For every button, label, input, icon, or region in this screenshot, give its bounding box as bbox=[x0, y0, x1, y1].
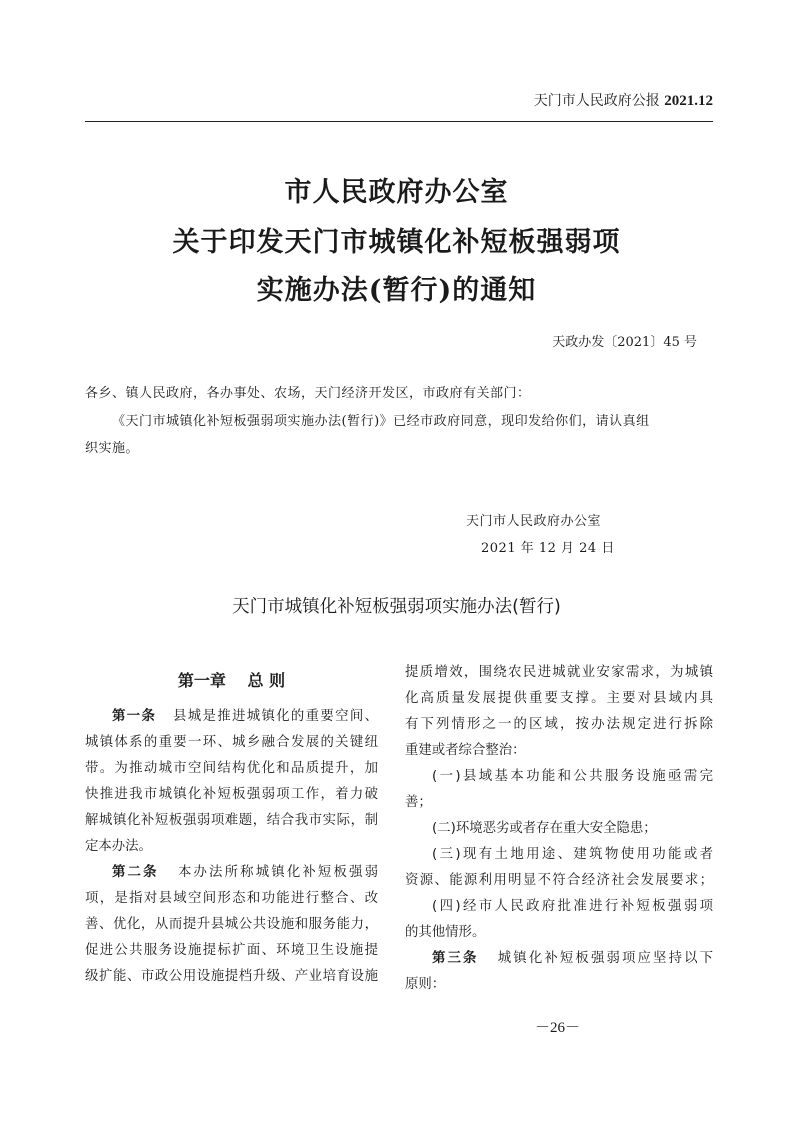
notice-body-line-1: 《天门市城镇化补短板强弱项实施办法(暂行)》已经市政府同意，现印发给你们，请认真组 bbox=[112, 414, 650, 429]
document-number: 天政办发〔2021〕45 号 bbox=[552, 335, 697, 350]
right-column bbox=[405, 660, 713, 998]
measures-title: 天门市城镇化补短板强弱项实施办法(暂行) bbox=[232, 597, 561, 617]
item-2-line: (二)环境恶劣或者存在重大安全隐患； bbox=[432, 821, 657, 836]
chapter-heading: 第一章 总 则 bbox=[177, 671, 286, 690]
article-2-line: 重建或者综合整治： bbox=[405, 743, 526, 758]
notice-title-line-2: 关于印发天门市城镇化补短板强弱项 bbox=[172, 227, 621, 258]
article-2-line: 提质增效，围绕农民进城就业安家需求，为城镇 bbox=[405, 665, 713, 680]
article-1-line: 快推进我市城镇化补短板强弱项工作，着力破 bbox=[85, 787, 378, 802]
article-1-line: 城镇体系的重要一环、城乡融合发展的关键纽 bbox=[85, 735, 378, 750]
item-4-line: (四)经市人民政府批准进行补短板强弱项 bbox=[432, 899, 713, 914]
article-1-label: 第一条 bbox=[112, 709, 157, 724]
recipients: 各乡、镇人民政府，各办事处、农场，天门经济开发区，市政府有关部门： bbox=[85, 386, 531, 401]
article-2-line: 善、优化，从而提升县城公共设施和服务能力， bbox=[85, 917, 378, 932]
article-2-line: 有下列情形之一的区域，按办法规定进行拆除 bbox=[405, 717, 713, 732]
item-3-line: 资源、能源利用明显不符合经济社会发展要求； bbox=[405, 873, 713, 888]
item-1-line: 善； bbox=[405, 795, 432, 810]
article-2-line: 级扩能、市政公用设施提档升级、产业培育设施 bbox=[85, 969, 378, 984]
article-3-label: 第三条 bbox=[432, 951, 479, 966]
publication-name: 天门市人民政府公报 bbox=[533, 93, 660, 109]
article-1-line: 带。为推动城市空间结构优化和品质提升，加 bbox=[85, 761, 378, 776]
item-1-line: (一)县域基本功能和公共服务设施亟需完 bbox=[432, 769, 713, 784]
article-1-line: 第一条 县城是推进城镇化的重要空间、 bbox=[112, 709, 378, 724]
issue-number: 2021.12 bbox=[664, 93, 713, 109]
article-1-line: 定本办法。 bbox=[85, 839, 152, 854]
article-1-line: 解城镇化补短板强弱项难题，结合我市实际，制 bbox=[85, 813, 378, 828]
article-2-line: 化高质量发展提供重要支撑。主要对县域内具 bbox=[405, 691, 713, 706]
notice-title-line-3: 实施办法(暂行)的通知 bbox=[256, 275, 537, 306]
issuer: 天门市人民政府办公室 bbox=[466, 514, 602, 529]
left-column bbox=[85, 664, 378, 990]
article-2-label: 第二条 bbox=[112, 865, 159, 880]
article-2-line: 促进公共服务设施提标扩面、环境卫生设施提 bbox=[85, 943, 378, 958]
article-3-line: 第三条 城镇化补短板强弱项应坚持以下 bbox=[432, 951, 714, 966]
item-3-line: (三)现有土地用途、建筑物使用功能或者 bbox=[432, 847, 713, 862]
article-2-line: 第二条 本办法所称城镇化补短板强弱 bbox=[112, 865, 378, 880]
notice-body-line-2: 织实施。 bbox=[85, 441, 140, 456]
issue-date: 2021 年 12 月 24 日 bbox=[481, 541, 615, 556]
item-4-line: 的其他情形。 bbox=[405, 925, 486, 940]
article-2-line: 项，是指对县域空间形态和功能进行整合、改 bbox=[85, 891, 378, 906]
running-header bbox=[534, 90, 713, 110]
header-rule bbox=[85, 121, 713, 122]
page-number: －26－ bbox=[535, 1020, 581, 1036]
notice-title-line-1: 市人民政府办公室 bbox=[284, 177, 509, 208]
article-3-line: 原则： bbox=[405, 977, 446, 992]
